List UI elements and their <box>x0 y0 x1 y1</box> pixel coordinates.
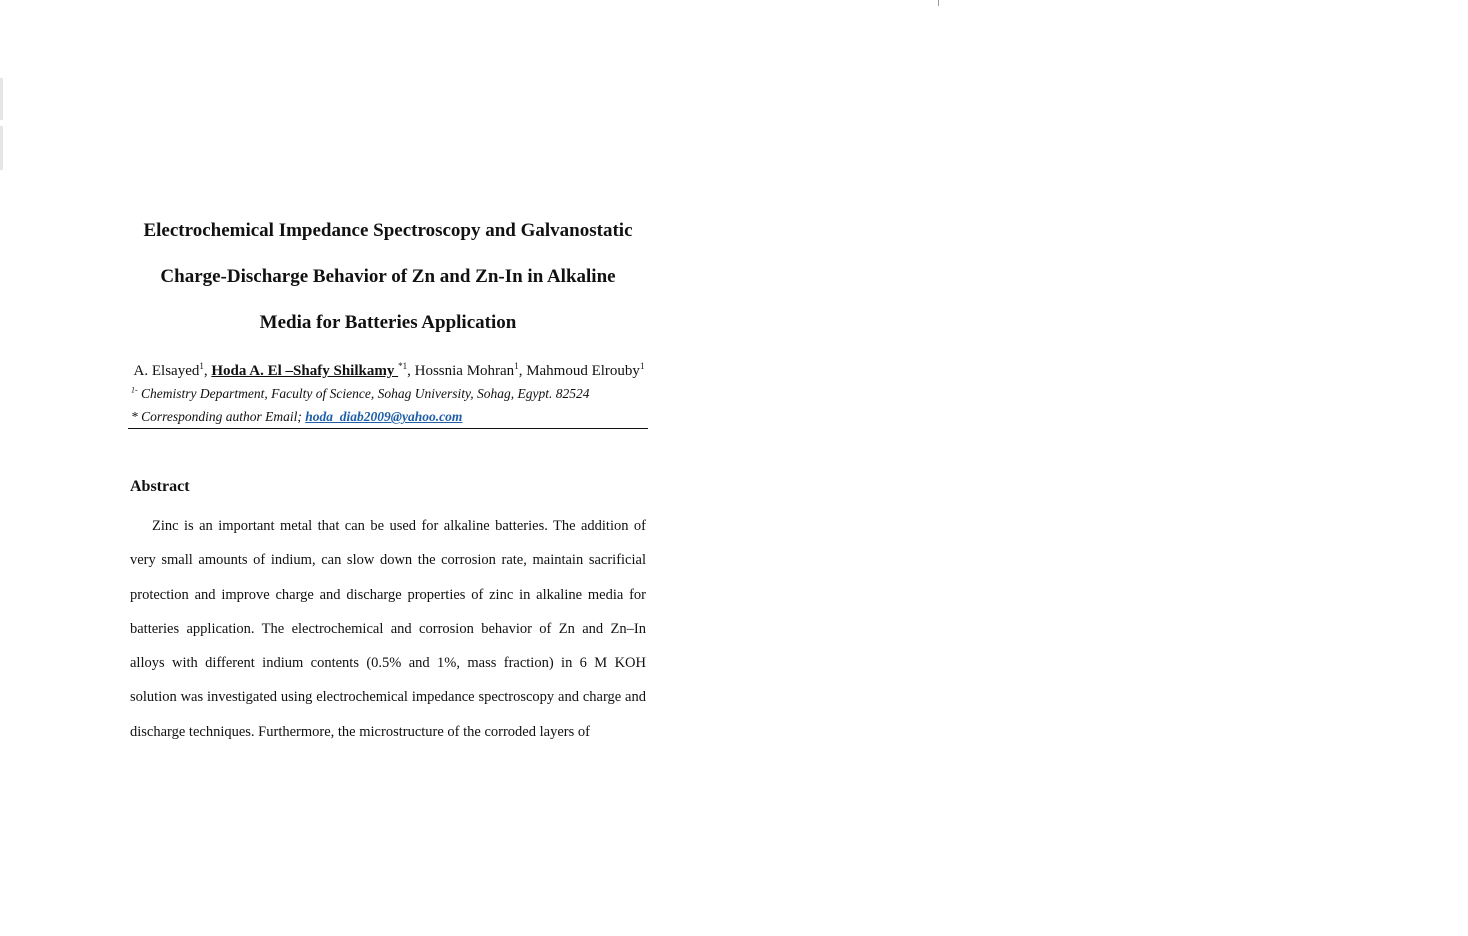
author-affiliation-mark: 1 <box>199 361 204 371</box>
author-name: Mahmoud Elrouby <box>526 363 640 379</box>
paper-page <box>128 208 648 740</box>
affiliation <box>128 382 648 406</box>
left-edge-mark <box>0 126 3 170</box>
author-separator: , <box>203 363 212 379</box>
author-separator: , <box>407 363 415 379</box>
affiliation-text: Chemistry Department, Faculty of Science, Sohag University, Sohag, Egypt. 82524 <box>137 386 590 401</box>
author-affiliation-mark: 1 <box>514 361 519 371</box>
top-edge-tick <box>938 0 939 6</box>
author-affiliation-mark: *1 <box>398 361 408 371</box>
corresponding-author-name: Hoda A. El –Shafy Shilkamy <box>211 363 399 379</box>
author-name: Hossnia Mohran <box>414 363 515 379</box>
paper-title <box>128 208 648 346</box>
corresponding-author-line <box>128 406 648 429</box>
title-line-3: Media for Batteries Application <box>259 312 517 333</box>
title-line-2: Charge-Discharge Behavior of Zn and Zn-In in Alkaline <box>160 266 616 287</box>
abstract-body: Zinc is an important metal that can be used for alkaline batteries. The addition of very small amounts of indium, can slow down the corrosion rate, maintain sacrificial protection and improve charge and discharge properties of zinc in alkaline media for batteries application. The electrochemical and corrosion behavior of Zn and Zn–In alloys with different indium contents (0.5% and 1%, mass fraction) in 6 M KOH solution was investigated using electrochemical impedance spectroscopy and charge and discharge techniques. Furthermore, the microstructure of the corroded layers of <box>130 518 646 740</box>
affiliation-mark: 1- <box>131 385 138 395</box>
title-line-1: Electrochemical Impedance Spectroscopy and Galvanostatic <box>143 220 633 241</box>
author-separator: , <box>518 363 527 379</box>
author-affiliation-mark: 1 <box>639 361 645 371</box>
abstract-heading: Abstract <box>130 478 190 495</box>
email-link[interactable]: hoda_diab2009@yahoo.com <box>305 409 463 424</box>
author-list <box>128 360 648 382</box>
corresponding-label: * Corresponding author Email; <box>131 409 306 424</box>
left-edge-mark <box>0 78 3 120</box>
author-name: A. Elsayed <box>133 363 200 379</box>
